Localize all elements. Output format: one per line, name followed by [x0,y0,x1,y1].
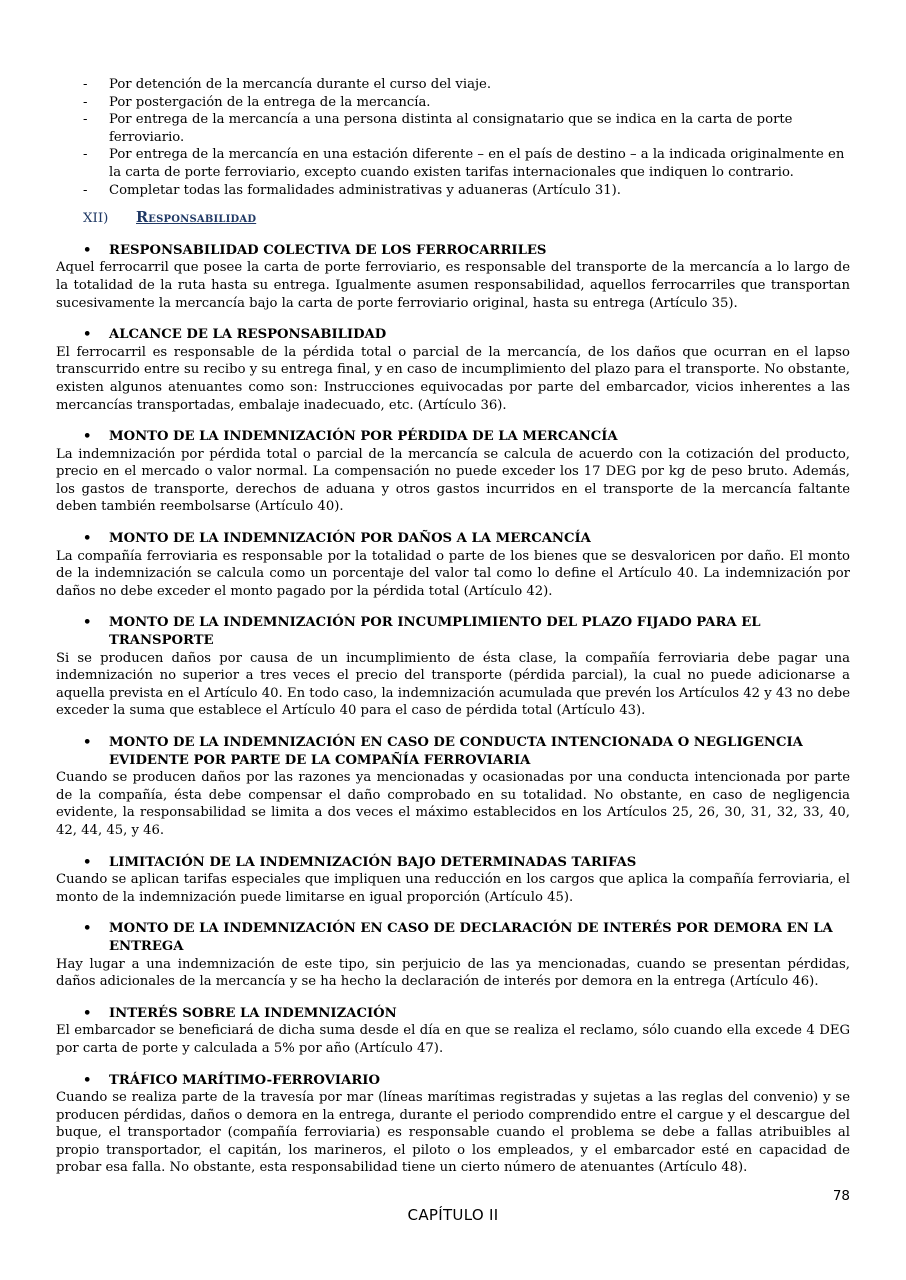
block-paragraph: La indemnización por pérdida total o parcial de la mercancía se calcula de acuerdo con la cotización del producto, precio en el mercado o valor normal. La compensación no puede exceder los 17 DEG por kg de peso bruto. Además, los gastos de transporte, derechos de aduana y otros gastos incurridos en el transporte de la mercancía faltante deben también reembolsarse (Artículo 40). [56,446,850,515]
block-paragraph: El ferrocarril es responsable de la pérdida total o parcial de la mercancía, de los daños que ocurran en el lapso transcurrido entre su recibo y su entrega final, y en caso de incumplimiento del plazo para el transporte. No obstante, existen algunos atenuantes como son: Instrucciones equivocadas por parte del embarcador, vicios inherentes a las mercancías transportadas, embalaje inadecuado, etc. (Artículo 36). [56,344,850,413]
bullet-icon: • [83,1072,92,1088]
block-paragraph: Hay lugar a una indemnización de este tipo, sin perjuicio de las ya mencionadas, cuando se presentan pérdidas, daños adicionales de la mercancía y se ha hecho la declaración de interés por demora en la entrega (Artículo 46). [56,956,850,990]
bullet-icon: • [83,854,92,870]
block-heading [56,530,850,548]
bullet-icon: • [83,531,92,547]
bullet-icon: • [83,1005,92,1021]
block-heading-text: MONTO DE LA INDEMNIZACIÓN POR PÉRDIDA DE LA MERCANCÍA [109,429,618,445]
bullet-icon: • [83,242,92,258]
block-heading [56,242,850,260]
block-responsabilidad-colectiva [56,242,850,312]
block-limitacion [56,854,850,907]
block-heading-text: MONTO DE LA INDEMNIZACIÓN POR INCUMPLIMIENTO DEL PLAZO FIJADO PARA EL TRANSPORTE [109,615,761,649]
block-incumplimiento [56,614,850,720]
block-heading [56,326,850,344]
list-item-text: Por postergación de la entrega de la mercancía. [109,94,431,110]
list-item-text: Por entrega de la mercancía en una estación diferente – en el país de destino – a la indicada originalmente en la carta de porte ferroviario, excepto cuando existen tarifas internacionales que indiquen lo contrario. [109,147,845,180]
list-item [56,76,850,94]
block-heading-text: MONTO DE LA INDEMNIZACIÓN POR DAÑOS A LA MERCANCÍA [109,531,591,547]
block-declaracion-interes [56,920,850,990]
section-number: XII) [83,211,109,227]
block-interes [56,1005,850,1058]
list-dash: - [83,182,88,198]
block-trafico-maritimo [56,1072,850,1178]
block-heading [56,854,850,872]
block-heading [56,428,850,446]
list-item [56,146,850,181]
section-heading [56,209,850,228]
bullet-icon: • [83,921,92,937]
section-title: Responsabilidad [136,209,257,227]
block-alcance [56,326,850,414]
block-heading-text: MONTO DE LA INDEMNIZACIÓN EN CASO DE DECLARACIÓN DE INTERÉS POR DEMORA EN LA ENTREGA [109,921,833,954]
list-dash: - [83,77,88,92]
block-paragraph: El embarcador se beneficiará de dicha suma desde el día en que se realiza el reclamo, sólo cuando ella excede 4 DEG por carta de porte y calculada a 5% por año (Artículo 47). [56,1023,850,1056]
block-heading-text: ALCANCE DE LA RESPONSABILIDAD [109,327,387,343]
block-heading-text: INTERÉS SOBRE LA INDEMNIZACIÓN [109,1005,397,1021]
block-paragraph: Cuando se producen daños por las razones ya mencionadas y ocasionadas por una conducta intencionada por parte de la compañía, ésta debe compensar el daño comprobado en su totalidad. No obstante, en caso de negligencia evidente, la responsabilidad se limita a dos veces el máximo establecidos en los Artículos 25, 26, 30, 31, 32, 33, 40, 42, 44, 45, y 46. [56,770,850,838]
list-dash: - [83,147,88,163]
block-paragraph: La compañía ferroviaria es responsable por la totalidad o parte de los bienes que se desvaloricen por daño. El monto de la indemnización se calcula como un porcentaje del valor tal como lo define el Artículo 40. La indemnización por daños no debe exceder el monto pagado por la pérdida total (Artículo 42). [56,548,850,599]
intro-list [56,76,850,199]
list-dash: - [83,112,88,128]
list-item-text: Por entrega de la mercancía a una persona distinta al consignatario que se indica en la carta de porte ferroviario. [109,112,793,145]
block-heading [56,1072,850,1090]
bullet-icon: • [83,429,92,445]
block-danos [56,530,850,600]
bullet-icon: • [83,615,92,631]
bullet-icon: • [83,327,92,343]
block-heading-text: RESPONSABILIDAD COLECTIVA DE LOS FERROCARRILES [109,242,547,258]
block-paragraph: Si se producen daños por causa de un incumplimiento de ésta clase, la compañía ferroviaria debe pagar una indemnización no superior a tres veces el precio del transporte (pérdida parcial), la cual no puede adicionarse a aquella prevista en el Artículo 40. En todo caso, la indemnización acumulada que prevén los Artículos 42 y 43 no debe exceder la suma que establece el Artículo 40 para el caso de pérdida total (Artículo 43). [56,650,850,719]
block-heading [56,734,850,769]
chapter-footer: CAPÍTULO II [407,1206,499,1224]
block-perdida [56,428,850,516]
list-item-text: Completar todas las formalidades administrativas y aduaneras (Artículo 31). [109,182,621,198]
block-heading [56,920,850,955]
block-heading-text: MONTO DE LA INDEMNIZACIÓN EN CASO DE CONDUCTA INTENCIONADA O NEGLIGENCIA EVIDENTE POR PARTE DE LA COMPAÑÍA FERROVIARIA [109,735,803,768]
block-paragraph: Aquel ferrocarril que posee la carta de porte ferroviario, es responsable del transporte de la mercancía a lo largo de la totalidad de la ruta hasta su entrega. Igualmente asumen responsabilidad, aquellos ferrocarriles que transportan sucesivamente la mercancía bajo la carta de porte ferroviario original, hasta su entrega (Artículo 35). [56,260,850,311]
block-heading [56,614,850,649]
list-item [56,94,850,112]
list-item-text: Por detención de la mercancía durante el curso del viaje. [109,77,492,92]
block-conducta-intencionada [56,734,850,840]
list-item [56,182,850,200]
list-dash: - [83,94,88,110]
page-number: 78 [832,1188,850,1204]
page-content [56,76,850,1191]
block-heading [56,1005,850,1023]
block-heading-text: LIMITACIÓN DE LA INDEMNIZACIÓN BAJO DETERMINADAS TARIFAS [109,854,637,870]
block-heading-text: TRÁFICO MARÍTIMO-FERROVIARIO [109,1072,380,1088]
block-paragraph: Cuando se aplican tarifas especiales que impliquen una reducción en los cargos que aplica la compañía ferroviaria, el monto de la indemnización puede limitarse en igual proporción (Artículo 45). [56,872,850,905]
block-paragraph: Cuando se realiza parte de la travesía por mar (líneas marítimas registradas y sujetas a las reglas del convenio) y se producen pérdidas, daños o demora en la entrega, durante el periodo comprendido entre el cargue y el descargue del buque, el transportador (compañía ferroviaria) es responsable cuando el problema se debe a fallas atribuibles al propio transportador, el capitán, los marineros, el piloto o los empleados, y el embarcador esté en capacidad de probar esa falla. No obstante, esta responsabilidad tiene un cierto número de atenuantes (Artículo 48). [56,1090,850,1176]
list-item [56,111,850,146]
bullet-icon: • [83,735,92,750]
